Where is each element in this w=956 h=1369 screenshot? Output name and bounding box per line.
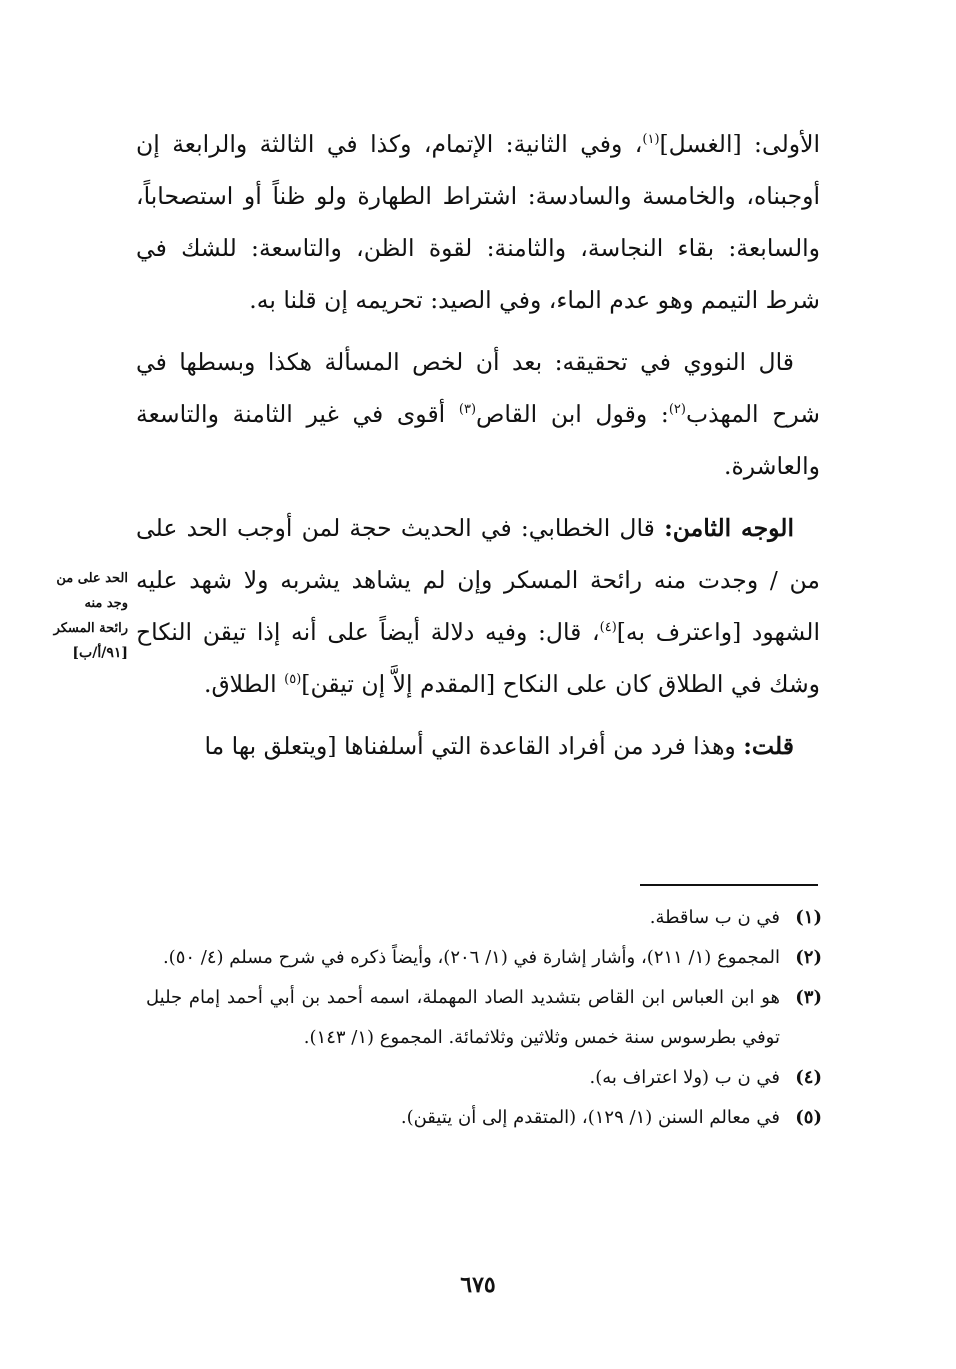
paragraph-1: [136, 118, 820, 326]
paragraph-2-text-b: : وقول ابن القاص: [476, 400, 669, 428]
footnote-ref-1[interactable]: (١): [642, 132, 660, 148]
paragraph-2-text-c: أقوى في غير الثامنة والتاسعة والعاشرة.: [136, 400, 820, 480]
footnote-3: [146, 978, 822, 1058]
paragraph-4-text-a: وهذا فرد من أفراد القاعدة التي أسلفناها [ويتعلق بها ما: [204, 732, 744, 760]
footnote-ref-3[interactable]: (٣): [458, 402, 477, 418]
paragraph-4: [136, 720, 820, 772]
paragraph-3-lead: الوجه الثامن:: [664, 514, 795, 542]
paragraph-3-text-c: الطلاق.: [203, 670, 285, 698]
footnote-separator: [640, 884, 818, 886]
footnote-ref-4[interactable]: (٤): [599, 620, 617, 636]
footnote-1: [146, 898, 822, 938]
main-text: [136, 118, 820, 782]
footnote-number: (٤): [795, 1067, 822, 1088]
footnote-text: هو ابن العباس ابن القاص بتشديد الصاد المهملة، اسمه أحمد بن أبي أحمد إمام جليل توفي بطرسوس سنة خمس وثلاثين وثلاثمائة. المجموع (١/ ١٤٣).: [146, 987, 780, 1048]
footnote-text: في ن ب (ولا اعتراف به).: [589, 1067, 780, 1088]
footnote-number: (٣): [795, 987, 822, 1008]
paragraph-3-text-b: ، قال: وفيه دلالة أيضاً على أنه إذا تيقن النكاح وشك في الطلاق كان على النكاح [المقدم إلاَّ إن تيقن]: [136, 618, 820, 698]
page-number: ٦٧٥: [460, 1272, 496, 1298]
footnotes: [146, 898, 822, 1138]
manuscript-folio-ref: [٩١/أ/ب]: [72, 645, 128, 661]
footnote-ref-2[interactable]: (٢): [668, 402, 686, 418]
footnote-number: (٢): [795, 947, 822, 968]
footnote-4: [146, 1058, 822, 1098]
paragraph-2-text-a: قال النووي في تحقيقه: بعد أن لخص المسألة هكذا وبسطها في شرح المهذب: [136, 348, 820, 428]
paragraph-2: [136, 336, 820, 492]
footnote-ref-5[interactable]: (٥): [284, 672, 302, 688]
margin-note: [20, 566, 128, 666]
paragraph-1-text-a: الأولى: [الغسل]: [659, 130, 821, 158]
footnote-2: [146, 938, 822, 978]
paragraph-1-text-b: ، وفي الثانية: الإتمام، وكذا في الثالثة والرابعة إن أوجبناه، والخامسة والسادسة: اشتراط الطهارة ولو ظناً أو استصحاباً، والسابعة: بقاء النجاسة، والثامنة: لقوة الظن، والتاسعة: للشك في شرط التيمم وهو عدم الماء، وفي الصيد: تحريمه إن قلنا به.: [136, 130, 820, 314]
footnote-text: المجموع (١/ ٢١١)، وأشار إشارة في (١/ ٢٠٦)، وأيضاً ذكره في شرح مسلم (٤/ ٥٠).: [162, 947, 780, 968]
paragraph-3: [136, 502, 820, 710]
paragraph-3-text-a: قال الخطابي: في الحديث حجة لمن أوجب الحد على من / وجدت منه رائحة المسكر وإن لم يشاهد يشربه ولا شهد عليه الشهود [واعترف به]: [136, 514, 820, 646]
footnote-number: (١): [795, 907, 822, 928]
paragraph-4-lead: قلت:: [743, 732, 794, 760]
footnote-5: [146, 1098, 822, 1138]
footnote-text: في ن ب ساقطة.: [649, 907, 780, 928]
margin-note-line-1: الحد على من: [56, 571, 128, 586]
margin-note-line-3: رائحة المسكر: [53, 621, 128, 636]
footnote-text: في معالم السنن (١/ ١٢٩)، (المتقدم إلى أن يتيقن).: [400, 1107, 780, 1128]
margin-note-line-2: وجد منه: [84, 596, 128, 611]
footnote-number: (٥): [795, 1107, 822, 1128]
